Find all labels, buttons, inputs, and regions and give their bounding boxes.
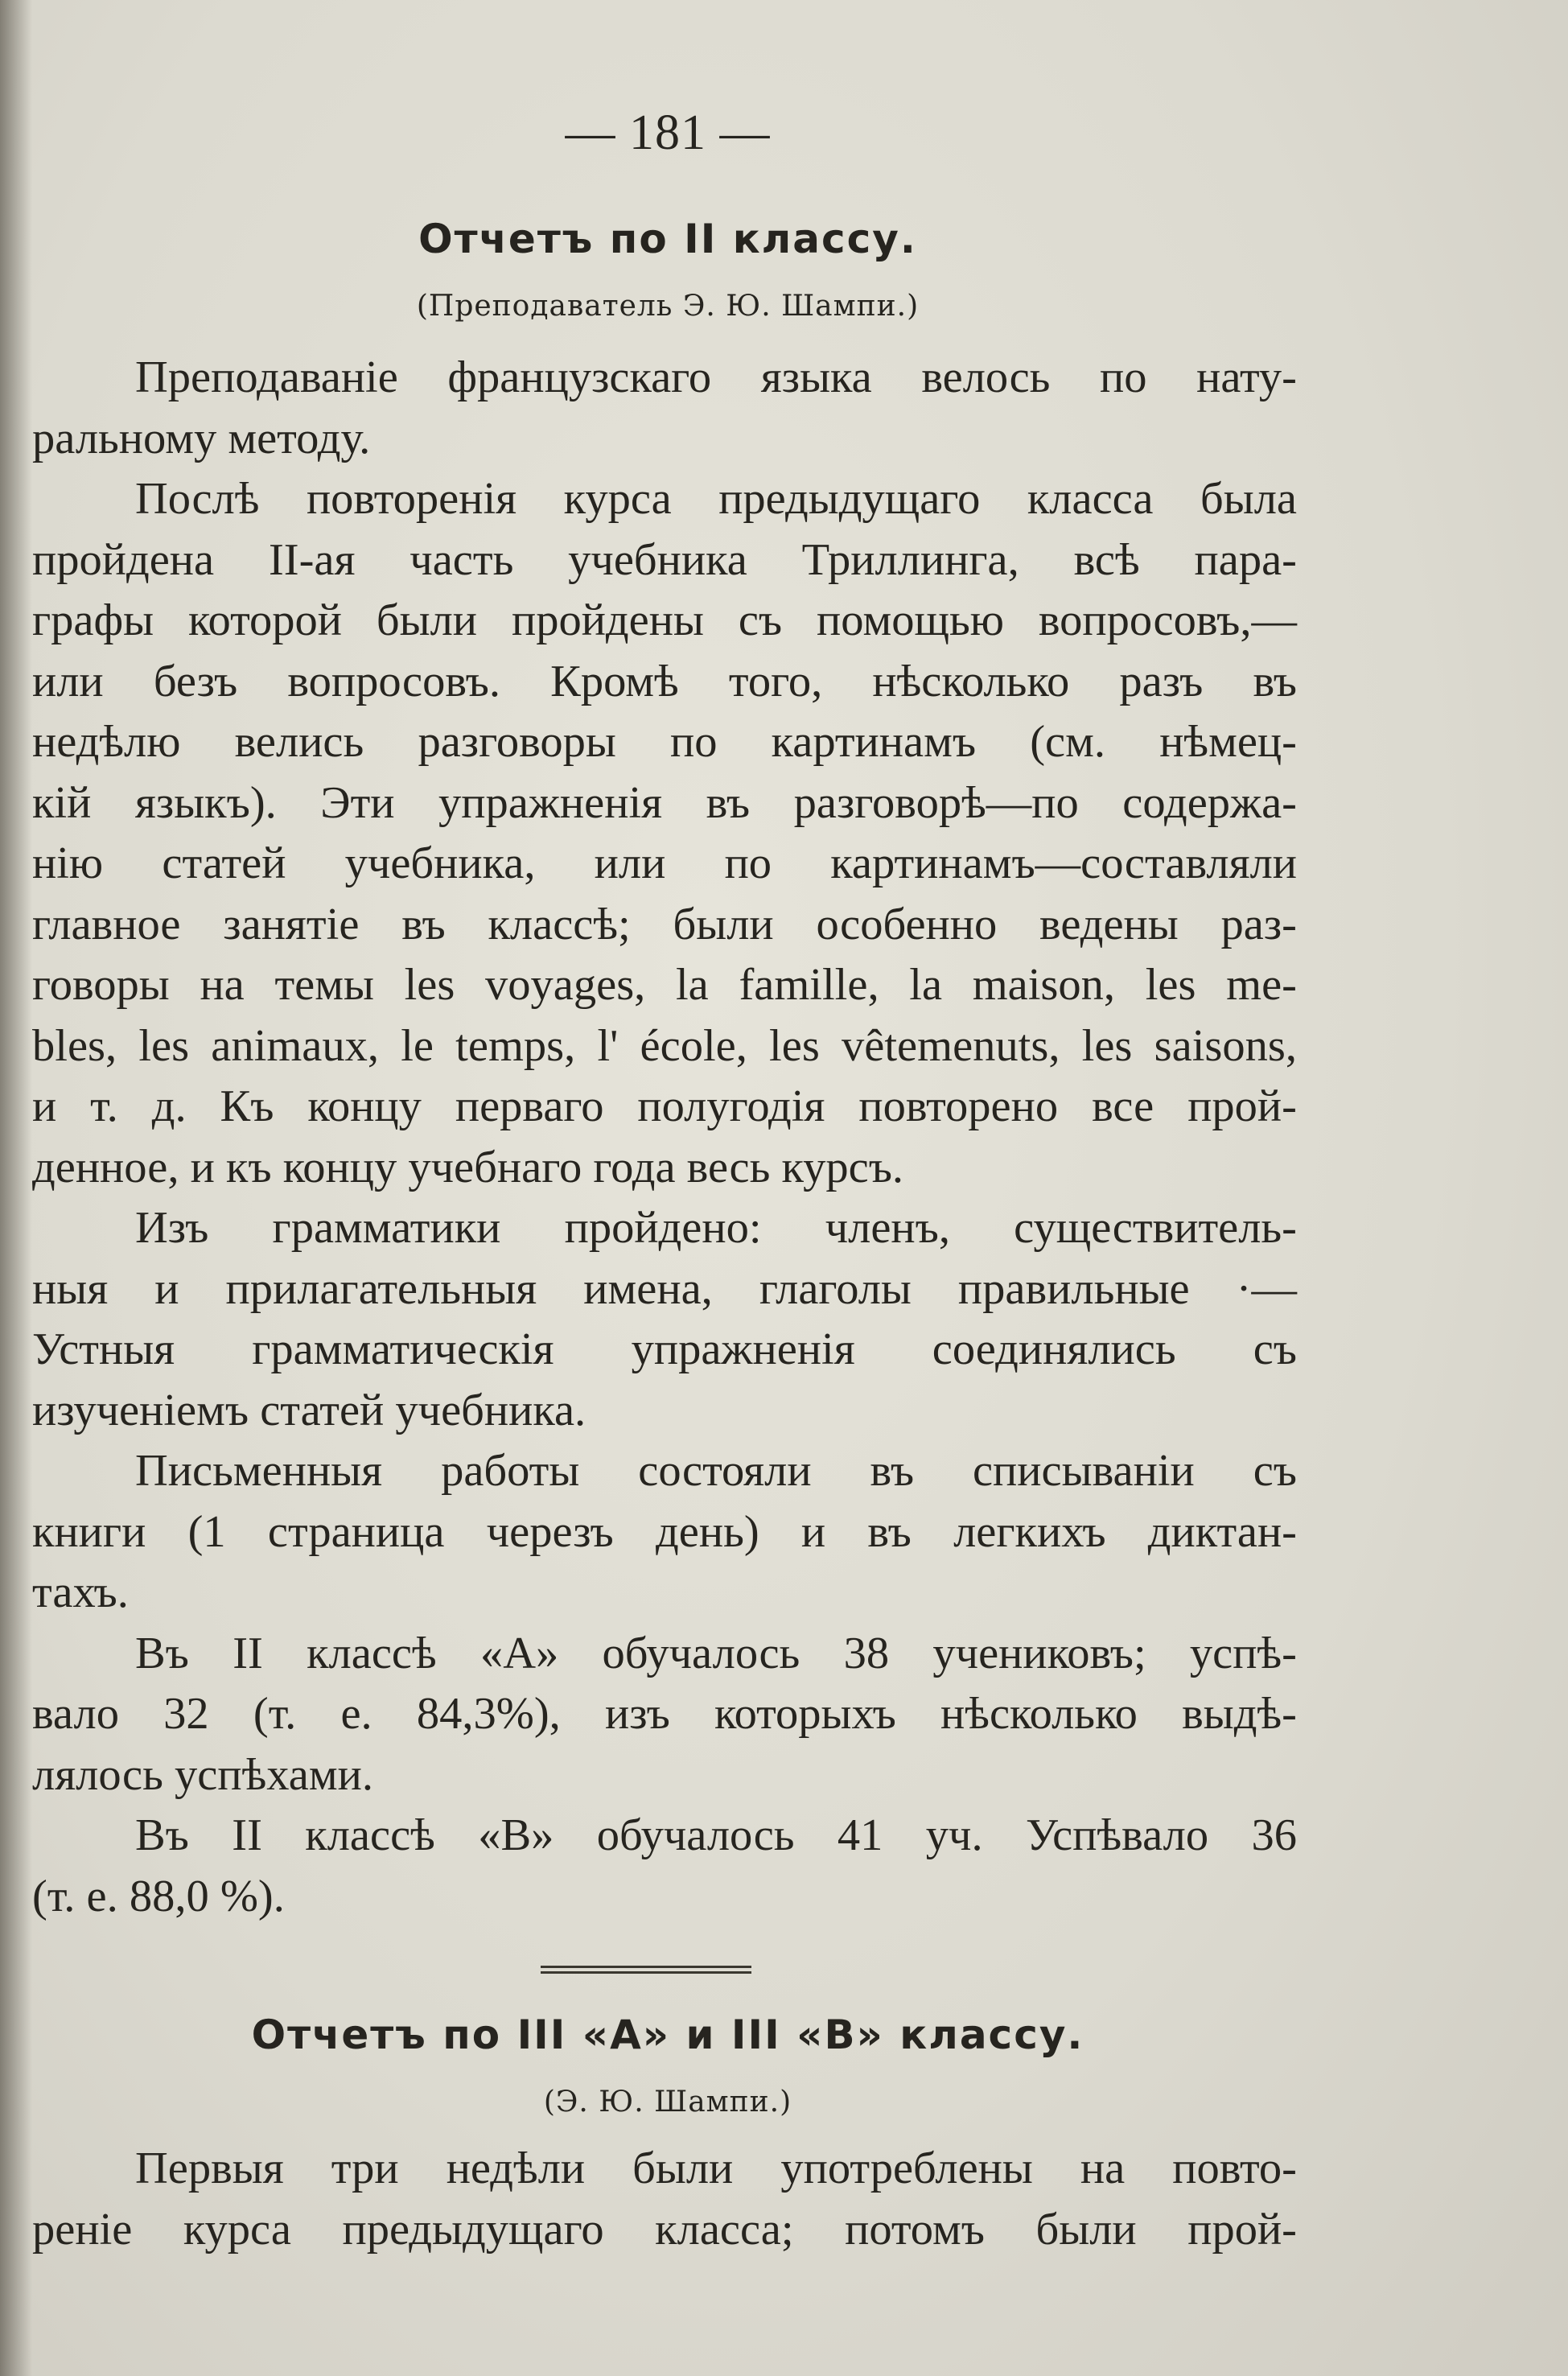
section1-teacher: (Преподаватель Э. Ю. Шампи.) — [416, 290, 920, 323]
text-line: пройдена II-ая часть учебника Триллинга, всѣ пара- — [32, 534, 1297, 585]
text-line: Первыя три недѣли были употреблены на повто- — [135, 2143, 1297, 2193]
section2-title: Отчетъ по III «А» и III «В» классу. — [251, 2012, 1084, 2058]
text-line: Въ II классѣ «А» обучалось 38 учениковъ; успѣ- — [135, 1628, 1297, 1678]
text-line: bles, les animaux, le temps, l' école, les vêtemenuts, les saisons, — [32, 1020, 1297, 1071]
section1-body — [32, 348, 1297, 1927]
text-line: или безъ вопросовъ. Кромѣ того, нѣсколько разъ въ — [32, 656, 1297, 706]
text-line: Изъ грамматики пройдено: членъ, существитель- — [135, 1203, 1297, 1253]
paragraph — [32, 1441, 1297, 1624]
text-line: лялось успѣхами. — [32, 1749, 373, 1800]
page-number: — 181 — — [565, 105, 771, 160]
text-line: ральному методу. — [32, 413, 371, 463]
text-line: вало 32 (т. е. 84,3%), изъ которыхъ нѣсколько выдѣ- — [32, 1689, 1297, 1739]
text-line: недѣлю велись разговоры по картинамъ (см. нѣмец- — [32, 717, 1297, 767]
text-line: Устныя грамматическiя упражненiя соединялись съ — [32, 1324, 1297, 1374]
paragraph — [32, 1624, 1297, 1806]
text-line: и т. д. Къ концу перваго полугодiя повторено все прой- — [32, 1081, 1297, 1131]
text-line: ренiе курса предыдущаго класса; потомъ были прой- — [32, 2204, 1297, 2255]
text-line: ныя и прилагательныя имена, глаголы правильные ·— — [32, 1263, 1297, 1314]
paragraph — [32, 1198, 1297, 1441]
text-line: тахъ. — [32, 1567, 129, 1617]
text-line: нiю статей учебника, или по картинамъ—составляли — [32, 838, 1297, 888]
text-line: графы которой были пройдены съ помощью вопросовъ,— — [32, 595, 1297, 645]
text-line: Преподаванiе французскаго языка велось по нату- — [135, 352, 1297, 402]
section2-teacher: (Э. Ю. Шампи.) — [543, 2086, 792, 2119]
text-line: (т. е. 88,0 %). — [32, 1871, 285, 1921]
text-line: Послѣ повторенiя курса предыдущаго класса была — [135, 474, 1297, 524]
text-line: кiй языкъ). Эти упражненiя въ разговорѣ—по содержа- — [32, 777, 1297, 828]
text-line: главное занятiе въ классѣ; были особенно ведены раз- — [32, 899, 1297, 949]
paragraph — [32, 348, 1297, 469]
text-line: Въ II классѣ «В» обучалось 41 уч. Успѣвало 36 — [135, 1810, 1297, 1860]
section-divider — [541, 1966, 751, 1974]
section1-title: Отчетъ по II классу. — [418, 216, 917, 262]
text-line: денное, и къ концу учебнаго года весь курсъ. — [32, 1142, 904, 1192]
section2-body — [32, 2139, 1297, 2260]
text-line: изученiемъ статей учебника. — [32, 1385, 586, 1435]
paragraph — [32, 2139, 1297, 2260]
paragraph — [32, 469, 1297, 1198]
text-line: говоры на темы les voyages, la famille, la maison, les me- — [32, 960, 1297, 1010]
paragraph — [32, 1806, 1297, 1927]
text-line: Письменныя работы состояли въ списыванiи съ — [135, 1446, 1297, 1496]
text-line: книги (1 страница черезъ день) и въ легкихъ диктан- — [32, 1506, 1297, 1557]
